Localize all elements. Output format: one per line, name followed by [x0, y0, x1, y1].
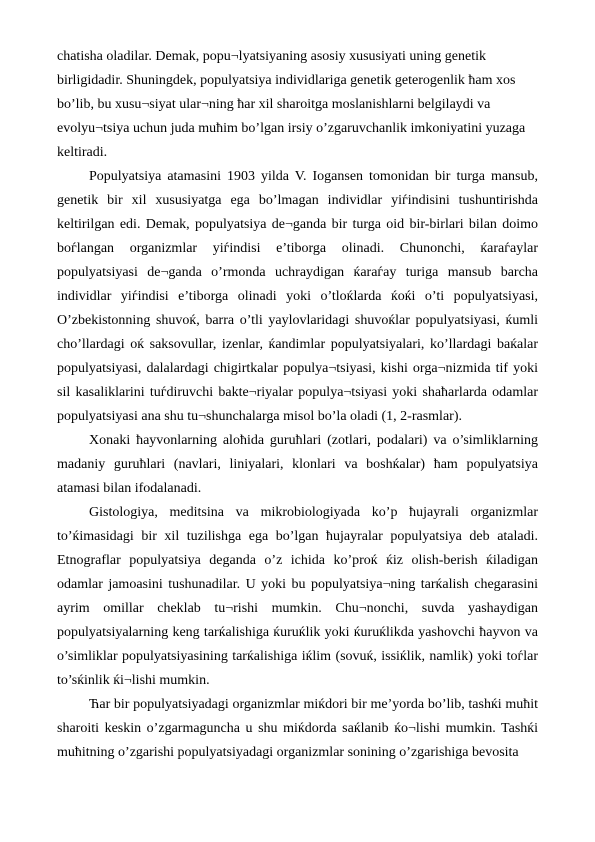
- paragraph-population-size: Ћar bir populyatsiyadagi organizmlar miќdori bir me’yorda bo’lib, tashќi muћit sharoiti keskin o’zgarmaguncha u shu miќdorda saќlanib ќo¬lishi mumkin. Tashќi muћitning o’zgarishi populyatsiyadagi organizmlar sonining o’zgarishiga bevosita: [57, 697, 538, 760]
- paragraph-intro: [57, 45, 538, 165]
- paragraph-definition: Populyatsiya atamasini 1903 yilda V. Iogansen tomonidan bir turga mansub, genetik bir xil xususiyatga ega bo’lmagan individlar yiѓindisini tushuntirishda keltirilgan edi. Demak, populyatsiya de¬ganda bir turga oid bir-birlari bilan doimo boѓlangan organizmlar yiѓindisi e’tiborga olinadi. Chunonchi, ќaraѓaylar populyatsiyasi de¬ganda o’rmonda uchraydigan ќaraѓay turiga mansub barcha individlar yiѓindisi e’tiborga olinadi yoki o’tloќlarda ќoќi o’ti populyatsiyasi, O’zbekistonning shuvoќ, barra o’tli yaylovlaridagi shuvoќlar populyatsiyasi, ќumli cho’llardagi oќ saksovullar, izenlar, ќandimlar populyatsiyalari, ko’llardagi baќalar populyatsiyasi, dalalardagi chigirtkalar populya¬tsiyasi, kishi orga¬nizmida tif yoki sil kasaliklarini tuѓdiruvchi bakte¬riyalar populya¬tsiyasi yoki shaћarlarda odamlar populyatsiyasi ana shu tu¬shunchalarga misol bo’la oladi (1, 2-rasmlar).: [57, 169, 538, 424]
- text-line: birligidadir. Shuningdek, populyatsiya individlariga genetik geterogenlik ћam xos: [57, 73, 516, 88]
- paragraph-domestic-groups: Xonaki ћayvonlarning aloћida guruћlari (zotlari, podalari) va o’simliklarning madaniy guruћlari (navlari, liniyalari, klonlari va boshќalar) ћam populyatsiya atamasi bilan ifodalanadi.: [57, 433, 538, 496]
- paragraph-disciplines: Gistologiya, meditsina va mikrobiologiyada ko’p ћujayrali organizmlar to’ќimasidagi bir xil tuzilishga ega bo’lgan ћujayralar populyatsiya deb ataladi. Etnograflar populyatsiya deganda o’z ichida ko’proќ ќiz olish-berish ќiladigan odamlar jamoasini tushunadilar. U yoki bu populyatsiya¬ning tarќalish chegarasini ayrim omillar cheklab tu¬rishi mumkin. Chu¬nonchi, suvda yashaydigan populyatsiyalarning keng tarќalishiga ќuruќlik yoki ќuruќlikda yashovchi ћayvon va o’simliklar populyatsiyasining tarќalishiga iќlim (sovuќ, issiќlik, namlik) yoki toѓlar to’sќinlik ќi¬lishi mumkin.: [57, 505, 538, 688]
- text-line: bo’lib, bu xusu¬siyat ular¬ning ћar xil sharoitga moslanishlarni belgilaydi va: [57, 97, 491, 112]
- document-page: [57, 45, 538, 765]
- text-line: evolyu¬tsiya uchun juda muћim bo’lgan irsiy o’zgaruvchanlik imkoniyatini yuzaga: [57, 121, 526, 136]
- text-line: chatisha oladilar. Demak, popu¬lyatsiyaning asosiy xususiyati uning genetik: [57, 49, 486, 64]
- text-line: keltiradi.: [57, 145, 108, 160]
